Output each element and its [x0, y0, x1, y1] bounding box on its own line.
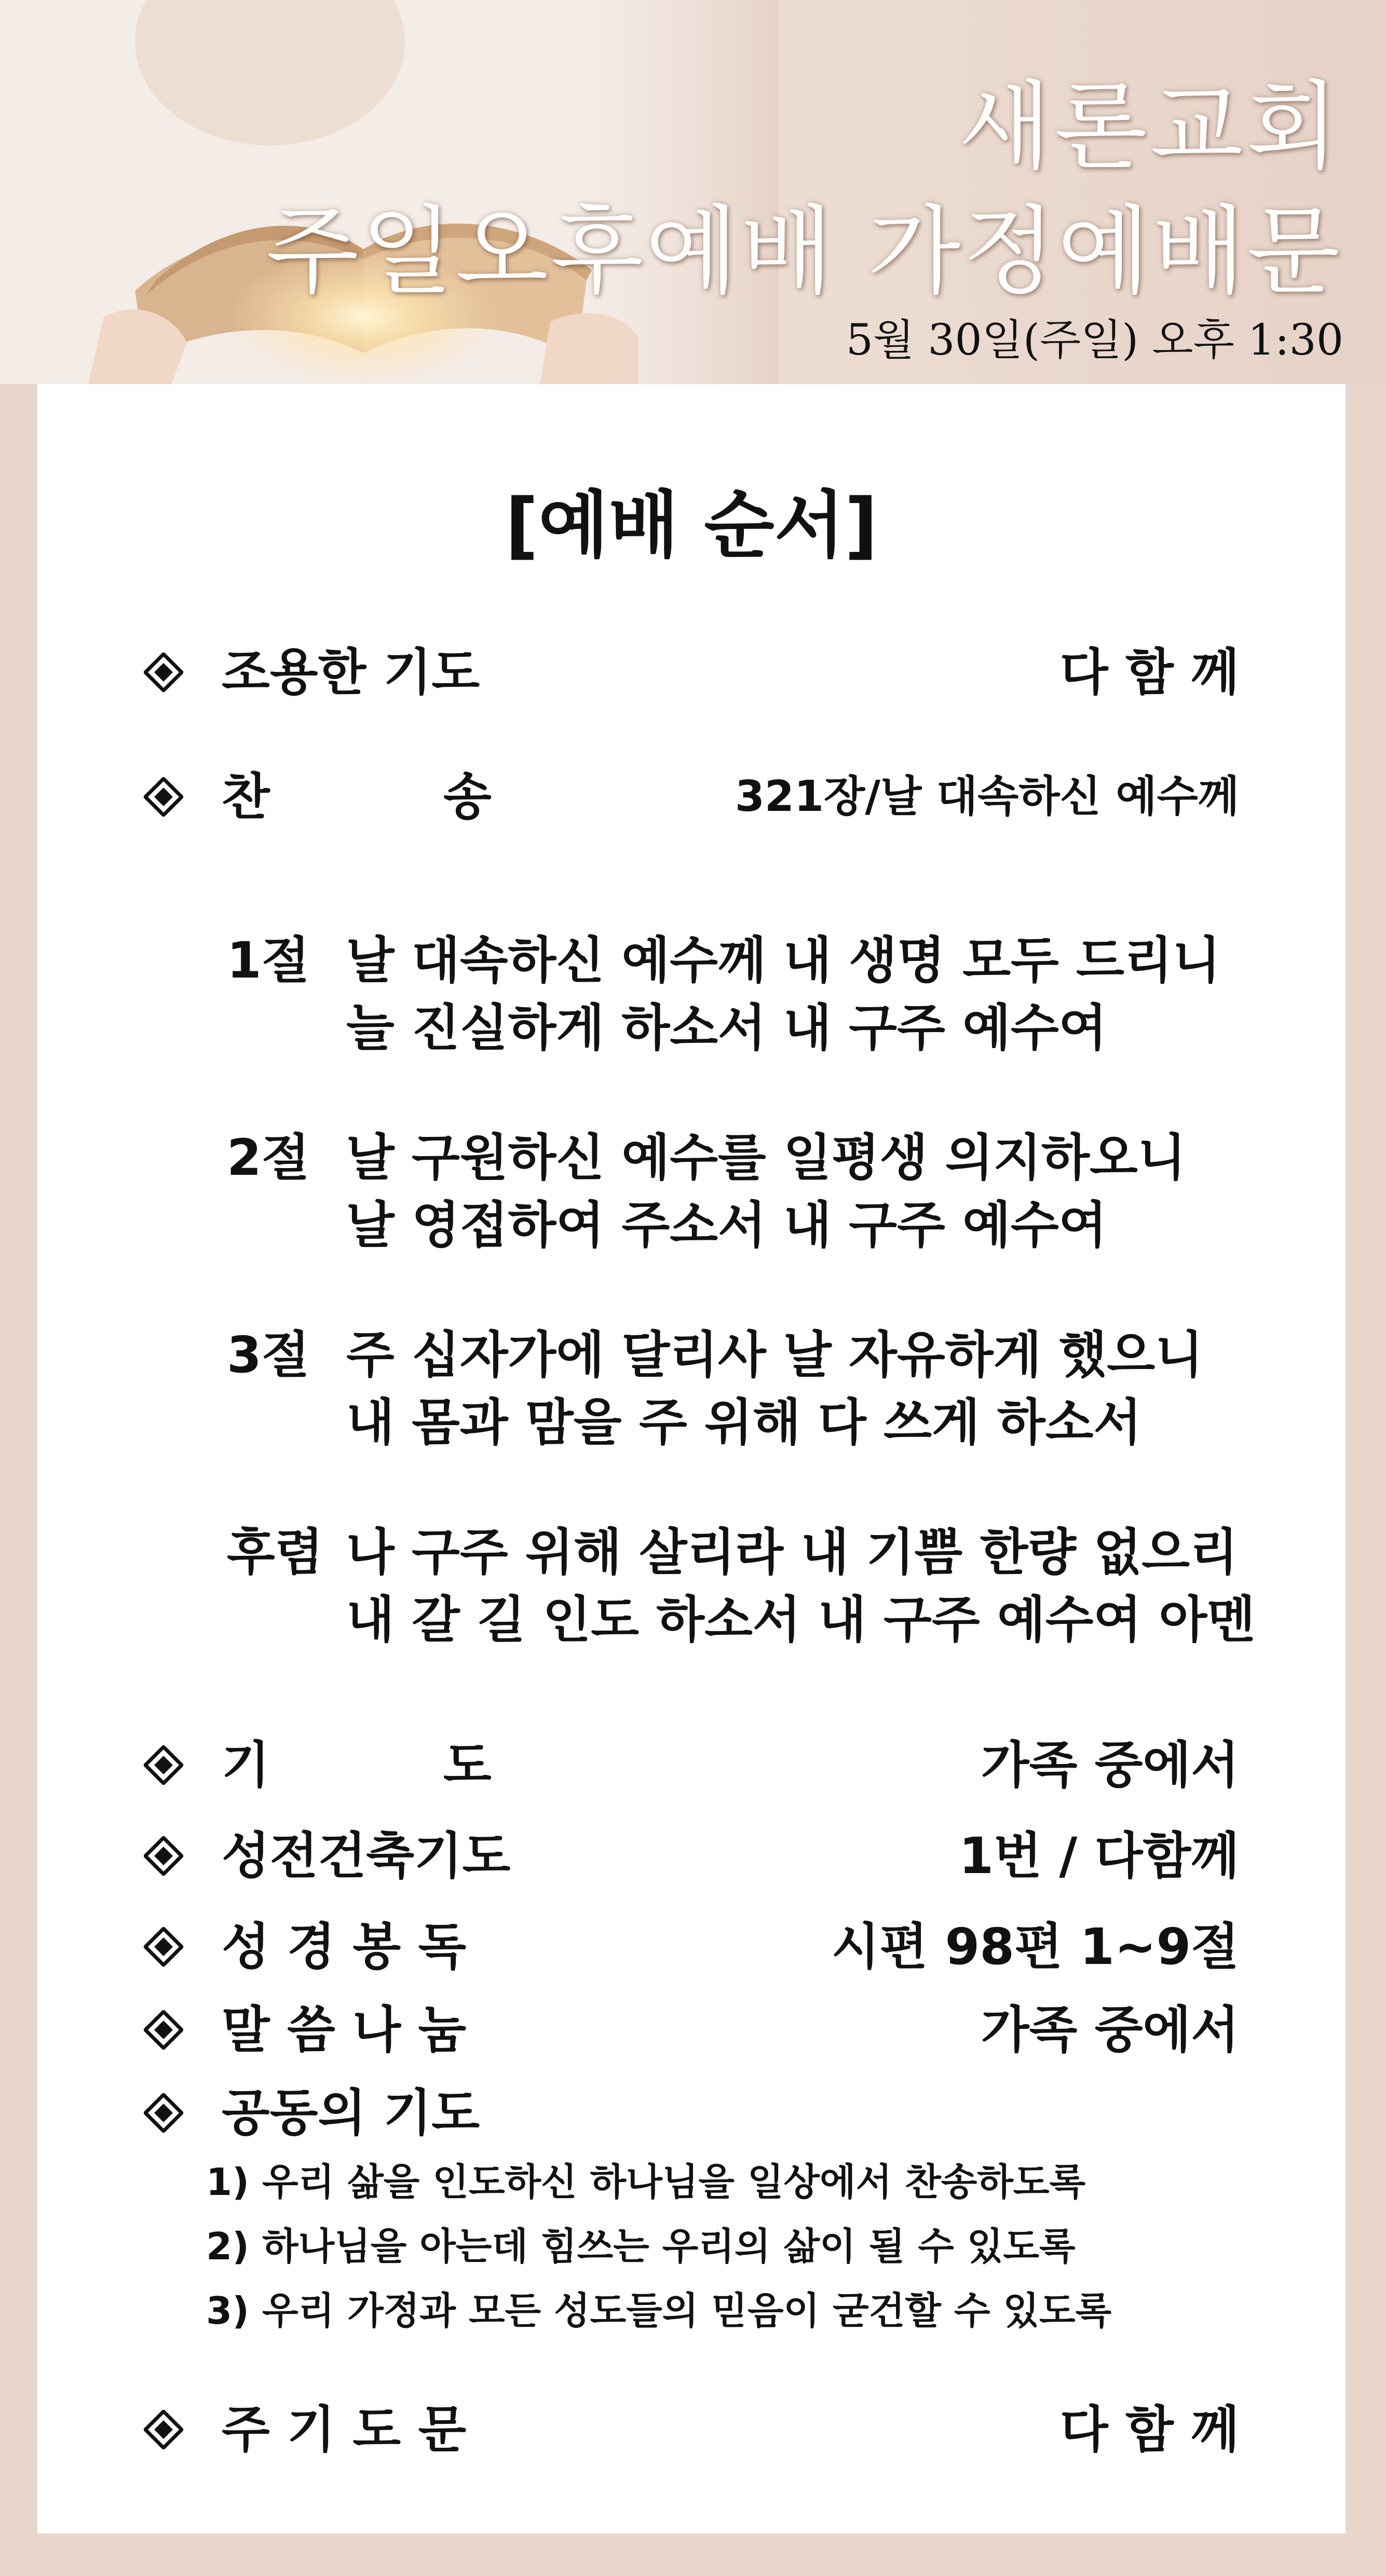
diamond-bullet-icon: [144, 653, 183, 692]
order-item-value: 321장/날 대속하신 예수께: [735, 772, 1239, 821]
order-item: [144, 641, 1239, 703]
order-item-label: 성전건축기도: [222, 1827, 511, 1885]
order-item: [144, 2082, 1239, 2144]
order-item-value: 가족 중에서: [981, 2001, 1239, 2059]
section-heading: [예배 순서]: [505, 483, 878, 568]
order-item-value: 가족 중에서: [981, 1736, 1239, 1794]
order-item: [144, 2398, 1239, 2461]
order-item-value: 1번 / 다함께: [959, 1827, 1239, 1885]
header-banner: [0, 0, 1386, 384]
order-item: [144, 1916, 1239, 1978]
service-title: 주일오후예배 가정예배문: [266, 195, 1342, 307]
diamond-bullet-icon: [144, 2093, 183, 2133]
diamond-bullet-icon: [144, 2010, 183, 2050]
order-item-label: 성 경 봉 독: [222, 1918, 467, 1976]
diamond-bullet-icon: [144, 1745, 183, 1785]
order-item: [144, 1825, 1239, 1887]
verse-line: 날 대속하신 예수께 내 생명 모두 드리니: [346, 931, 1221, 989]
order-item-value: 다 함 께: [1059, 643, 1239, 701]
order-item-value: 다 함 께: [1059, 2401, 1239, 2459]
verse-number: 3절: [227, 1326, 310, 1384]
church-name: 새론교회: [958, 71, 1342, 183]
verse-number: 1절: [227, 931, 310, 989]
order-item-label: 주 기 도 문: [222, 2401, 467, 2459]
service-date: 5월 30일(주일) 오후 1:30: [846, 316, 1343, 365]
prayer-point: 3) 우리 가정과 모든 성도들의 믿음이 굳건할 수 있도록: [206, 2289, 1112, 2333]
order-item: [144, 766, 1239, 828]
verse-line: 내 몸과 맘을 주 위해 다 쓰게 하소서: [346, 1393, 1142, 1452]
verse-line: 주 십자가에 달리사 날 자유하게 했으니: [346, 1326, 1203, 1384]
verse-number: 후렴: [227, 1523, 323, 1581]
order-item-label: 찬 송: [222, 768, 492, 826]
order-item-label: 기 도: [222, 1736, 492, 1794]
diamond-bullet-icon: [144, 1836, 183, 1876]
verse-line: 날 영접하여 주소서 내 구주 예수여: [346, 1196, 1107, 1254]
order-item-label: 말 씀 나 눔: [222, 2001, 467, 2059]
order-item-value: 시편 98편 1~9절: [831, 1918, 1239, 1976]
diamond-bullet-icon: [144, 2410, 183, 2449]
order-item-label: 공동의 기도: [222, 2084, 480, 2142]
verse-line: 늘 진실하게 하소서 내 구주 예수여: [346, 999, 1107, 1057]
verse-line: 내 갈 길 인도 하소서 내 구주 예수여 아멘: [346, 1591, 1256, 1649]
verse-number: 2절: [227, 1129, 310, 1187]
order-item: [144, 1999, 1239, 2061]
diamond-bullet-icon: [144, 1927, 183, 1967]
order-item: [144, 1734, 1239, 1796]
worship-order-card: [37, 384, 1346, 2533]
diamond-bullet-icon: [144, 777, 183, 817]
prayer-point: 1) 우리 삶을 인도하신 하나님을 일상에서 찬송하도록: [206, 2160, 1085, 2204]
verse-line: 나 구주 위해 살리라 내 기쁨 한량 없으리: [346, 1523, 1238, 1581]
prayer-point: 2) 하나님을 아는데 힘쓰는 우리의 삶이 될 수 있도록: [206, 2225, 1076, 2268]
order-item-label: 조용한 기도: [222, 643, 480, 701]
verse-line: 날 구원하신 예수를 일평생 의지하오니: [346, 1129, 1186, 1187]
